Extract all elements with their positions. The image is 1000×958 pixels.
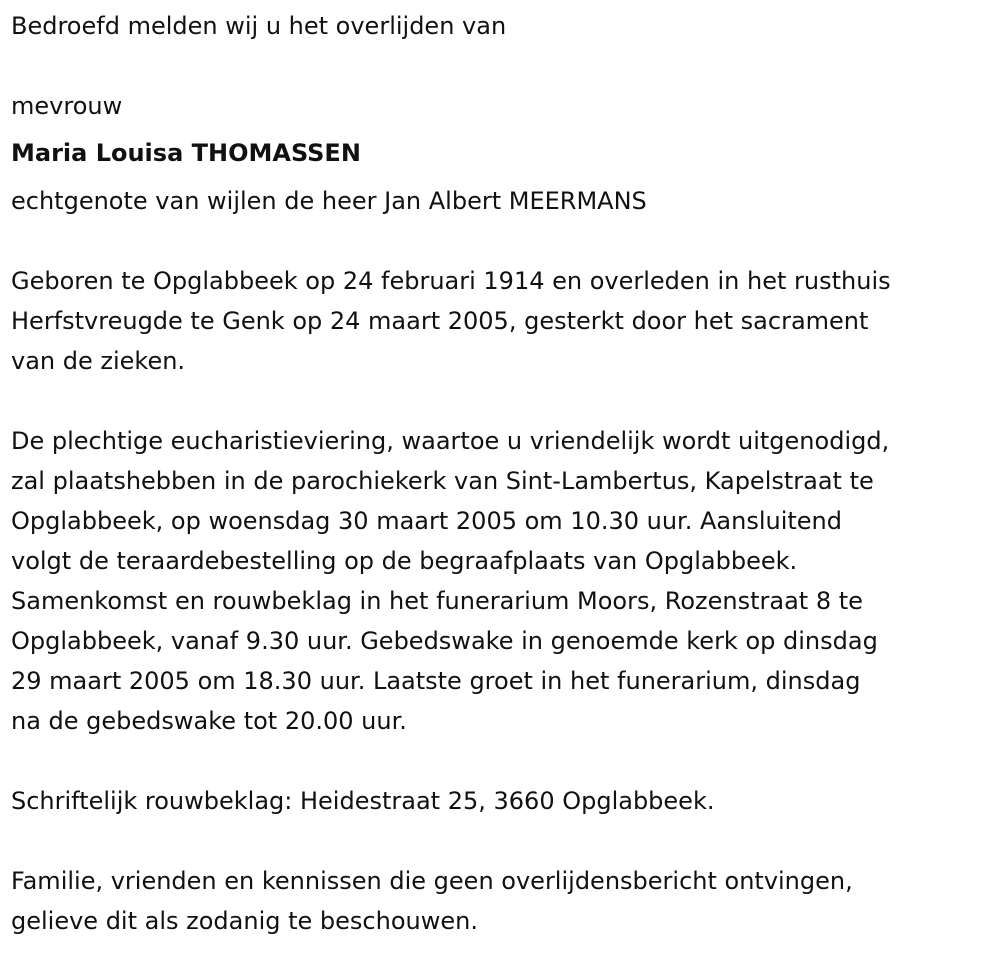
written-condolences: Schriftelijk rouwbeklag: Heidestraat 25, 3660 Opglabbeek. [11,787,715,815]
ceremony-line: Samenkomst en rouwbeklag in het funerarium Moors, Rozenstraat 8 te [11,587,863,615]
ceremony-line: na de gebedswake tot 20.00 uur. [11,707,407,735]
ceremony-line: De plechtige eucharistieviering, waartoe u vriendelijk wordt uitgenodigd, [11,427,890,455]
birth-death-line: van de zieken. [11,347,186,375]
ceremony-line: 29 maart 2005 om 18.30 uur. Laatste groet in het funerarium, dinsdag [11,667,861,695]
intro-line: Bedroefd melden wij u het overlijden van [11,12,507,40]
honorific: mevrouw [11,92,123,120]
spouse-line: echtgenote van wijlen de heer Jan Albert MEERMANS [11,187,647,215]
closing-line: Familie, vrienden en kennissen die geen overlijdensbericht ontvingen, [11,867,853,895]
ceremony-line: Opglabbeek, op woensdag 30 maart 2005 om 10.30 uur. Aansluitend [11,507,842,535]
ceremony-line: volgt de teraardebestelling op de begraafplaats van Opglabbeek. [11,547,798,575]
ceremony-line: zal plaatshebben in de parochiekerk van Sint-Lambertus, Kapelstraat te [11,467,874,495]
birth-death-line: Herfstvreugde te Genk op 24 maart 2005, gesterkt door het sacrament [11,307,869,335]
birth-death-line: Geboren te Opglabbeek op 24 februari 1914 en overleden in het rusthuis [11,267,891,295]
closing-line: gelieve dit als zodanig te beschouwen. [11,907,478,935]
ceremony-line: Opglabbeek, vanaf 9.30 uur. Gebedswake in genoemde kerk op dinsdag [11,627,878,655]
deceased-name: Maria Louisa THOMASSEN [11,139,361,167]
